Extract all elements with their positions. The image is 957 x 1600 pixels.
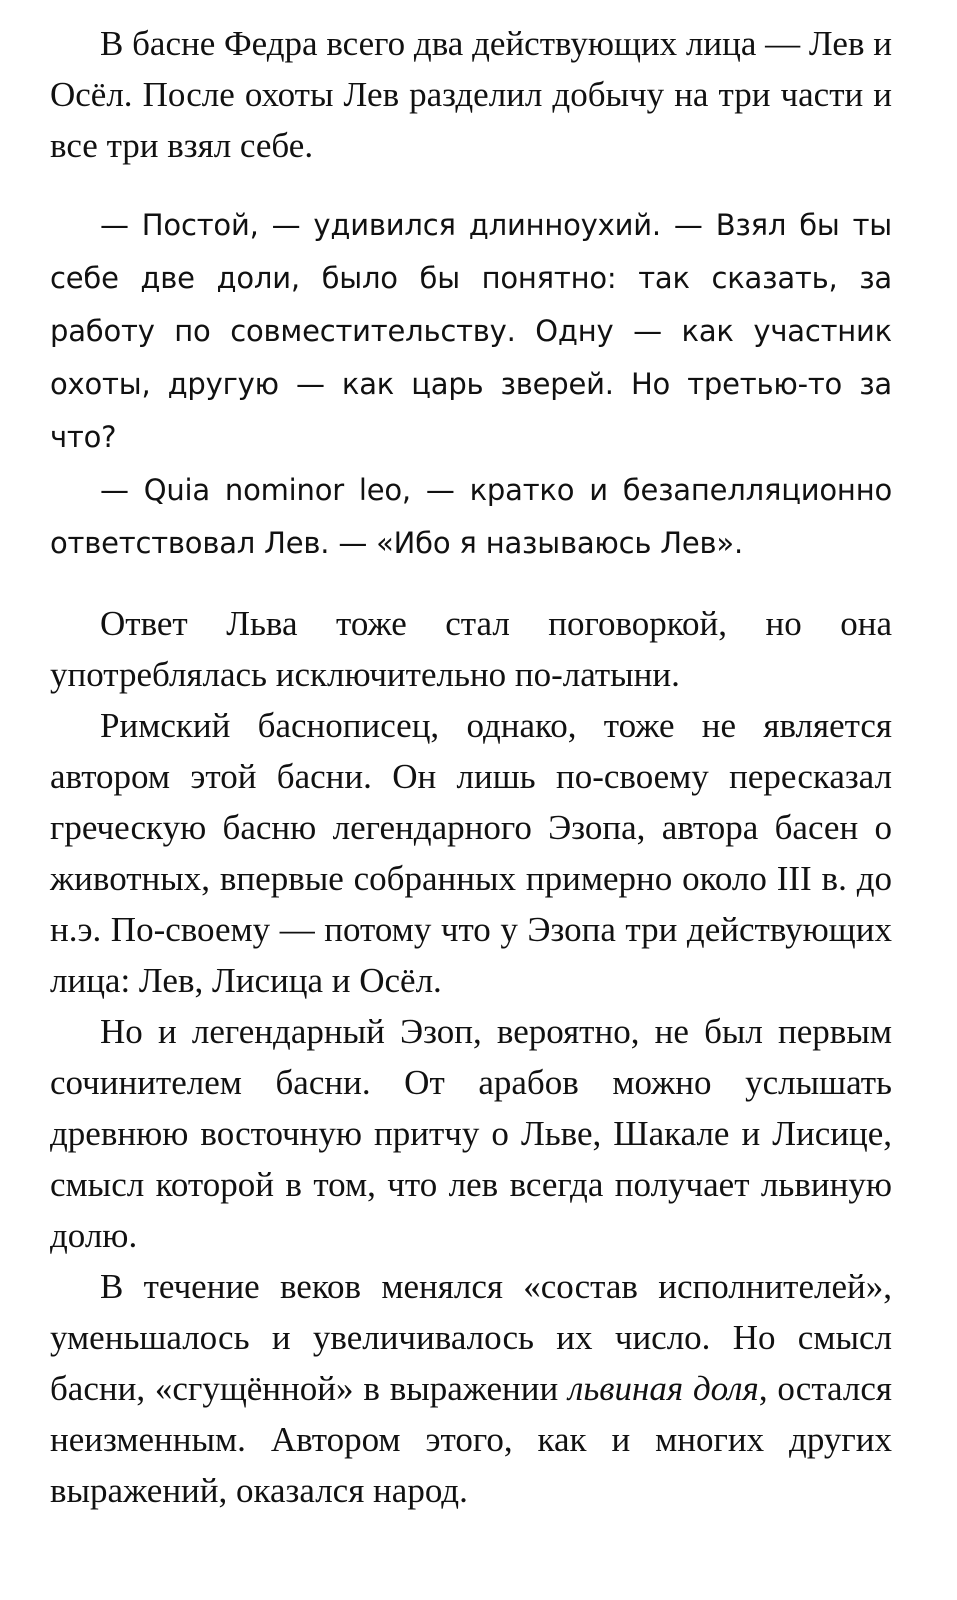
paragraph-fable-summary: В басне Федра всего два действующих лица — Лев и Осёл. После охоты Лев разделил добычу на три части и все три взял себе. (50, 24, 892, 165)
paragraph-proverb-latin: Ответ Льва тоже стал поговоркой, но она употреблялась исключительно по-латыни. (50, 604, 892, 694)
paragraph-conclusion (50, 1261, 892, 1516)
paragraph-eastern-parable: Но и легендарный Эзоп, вероятно, не был первым сочинителем басни. От арабов можно услышать древнюю восточную притчу о Льве, Шакале и Лисице, смысл которой в том, что лев всегда получает львиную долю. (50, 1012, 892, 1255)
conclusion-text-start: В течение веков менялся «состав исполнителей», уменьшалось и увеличивалось их число. Но смысл басни, «сгущённой» в выражении (50, 1267, 892, 1408)
paragraph-aesop-origin: Римский баснописец, однако, тоже не является автором этой басни. Он лишь по-своему пересказал греческую басню легендарного Эзопа, автора басен о животных, впервые собранных примерно около III в. до н.э. По-своему — потому что у Эзопа три действующих лица: Лев, Лисица и Осёл. (50, 706, 892, 1000)
conclusion-emphasis-phrase: львиная доля (568, 1369, 759, 1408)
paragraph-lion-answer: — Quia nominor leo, — кратко и безапелляционно ответствовал Лев. — «Ибо я называюсь Лев». (50, 473, 892, 560)
paragraph-donkey-question: — Постой, — удивился длинноухий. — Взял бы ты себе две доли, было бы понятно: так сказать, за работу по совместительству. Одну — как участник охоты, другую — как царь зверей. Но третью-то за что? (50, 208, 892, 454)
book-page (50, 18, 892, 1516)
conclusion-text-end: , остался неизменным. Автором этого, как и многих других выражений, оказался народ. (50, 1369, 892, 1510)
